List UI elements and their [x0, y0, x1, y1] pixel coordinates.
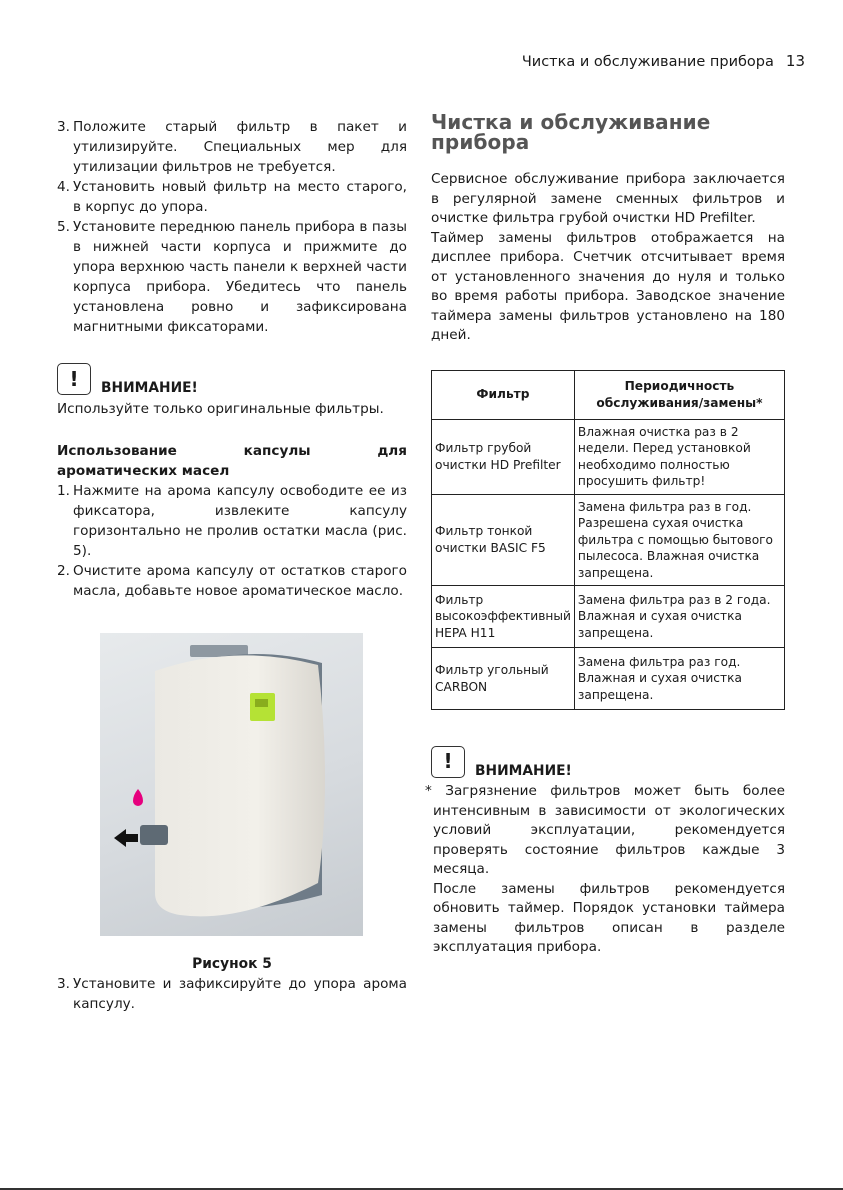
capsule-heading: Использование капсулы для ароматических масел — [57, 443, 407, 479]
table-cell-filter: Фильтр тонкой очистки BASIC F5 — [432, 494, 575, 586]
warning-icon: ! — [57, 363, 91, 395]
warning-title: ВНИМАНИЕ! — [101, 380, 198, 396]
table-cell-service: Замена фильтра раз в 2 года. Влажная и сухая очистка запрещена. — [574, 586, 784, 648]
list-item — [57, 217, 407, 337]
asterisk: * — [425, 783, 432, 799]
list-item-text: Очистите арома капсулу от остатков старого масла, добавьте новое ароматическое масло. — [73, 563, 407, 599]
warning-note — [425, 782, 785, 880]
table-cell-filter: Фильтр грубой очистки HD Prefilter — [432, 419, 575, 494]
list-item-text: Установите переднюю панель прибора в пазы в нижней части корпуса и прижмите до упора верхнюю часть панели к верхней части корпуса прибора. Убедитесь что панель установлена ровно и зафиксирована магнитными фиксаторами. — [73, 219, 407, 335]
table-cell-filter: Фильтр угольный CARBON — [432, 648, 575, 710]
figure-caption: Рисунок 5 — [192, 956, 272, 972]
table-cell-service: Замена фильтра раз год. Влажная и сухая очистка запрещена. — [574, 648, 784, 710]
warning-block-2 — [431, 746, 785, 778]
left-column — [57, 117, 407, 1014]
page-number: 13 — [785, 52, 805, 70]
table-row — [432, 419, 785, 494]
table-row — [432, 648, 785, 710]
aroma-capsule — [140, 825, 168, 845]
table-row — [432, 494, 785, 586]
warning-text: Используйте только оригинальные фильтры. — [57, 401, 384, 417]
table-cell-service: Замена фильтра раз в год. Разрешена сухая очистка фильтра с помощью бытового пылесоса. Влажная очистка запрещена. — [574, 494, 784, 586]
section-title: Чистка и обслуживание прибора — [431, 110, 711, 154]
list-item-number: 2. — [57, 563, 70, 579]
page-header — [522, 52, 805, 70]
warning-note-text: Загрязнение фильтров может быть более интенсивным в зависимости от экологических условий эксплуатации, рекомендуется проверять состояние фильтров каждые 3 месяца. — [433, 783, 785, 877]
arrow-left-icon — [114, 829, 138, 847]
steps-list-c — [57, 974, 407, 1014]
right-column — [425, 110, 785, 958]
list-item-number: 3. — [57, 976, 70, 992]
warning-title: ВНИМАНИЕ! — [475, 762, 572, 779]
list-item — [57, 974, 407, 1014]
table-cell-service: Влажная очистка раз в 2 недели. Перед установкой необходимо полностью просушить фильтр! — [574, 419, 784, 494]
table-header-service: Периодичность обслуживания/замены* — [574, 370, 784, 419]
paragraph-timer: Таймер замены фильтров отображается на дисплее прибора. Счетчик отсчитывает время от установленного значения до нуля и только во время работы прибора. Заводское значение таймера замены фильтров установлено на 180 дней. — [431, 229, 785, 343]
list-item-number: 4. — [57, 179, 70, 195]
list-item-text: Положите старый фильтр в пакет и утилизируйте. Специальных мер для утилизации фильтров не требуется. — [73, 119, 407, 175]
air-purifier-illustration — [100, 633, 363, 936]
paragraph-service: Сервисное обслуживание прибора заключается в регулярной замене сменных фильтров и очистке фильтра грубой очистки HD Prefilter. — [431, 171, 785, 226]
list-item-text: Нажмите на арома капсулу освободите ее из фиксатора, извлеките капсулу горизонтально не пролив остатки масла (рис. 5). — [73, 483, 407, 559]
table-header-row — [432, 370, 785, 419]
list-item-number: 1. — [57, 483, 70, 499]
warning-icon: ! — [431, 746, 465, 778]
list-item-text: Установить новый фильтр на место старого, в корпус до упора. — [73, 179, 407, 215]
table-row — [432, 586, 785, 648]
list-item — [57, 561, 407, 601]
table-header-filter: Фильтр — [432, 370, 575, 419]
list-item — [57, 481, 407, 561]
list-item — [57, 117, 407, 177]
filters-table — [431, 370, 785, 711]
table-cell-filter: Фильтр высокоэффективный HEPA H11 — [432, 586, 575, 648]
header-title: Чистка и обслуживание прибора — [521, 54, 774, 70]
display-digits — [255, 699, 268, 707]
list-item-text: Установите и зафиксируйте до упора арома капсулу. — [73, 976, 407, 1012]
warning-note-2: После замены фильтров рекомендуется обновить таймер. Порядок установки таймера замены фильтров описан в разделе эксплуатация прибора. — [433, 880, 785, 955]
device-front-panel — [155, 655, 325, 916]
warning-block — [57, 363, 407, 395]
steps-list-b — [57, 481, 407, 601]
list-item — [57, 177, 407, 217]
oil-drop-icon — [133, 789, 143, 806]
list-item-number: 5. — [57, 219, 70, 235]
figure-5-image — [100, 633, 363, 936]
steps-list-a — [57, 117, 407, 337]
list-item-number: 3. — [57, 119, 70, 135]
